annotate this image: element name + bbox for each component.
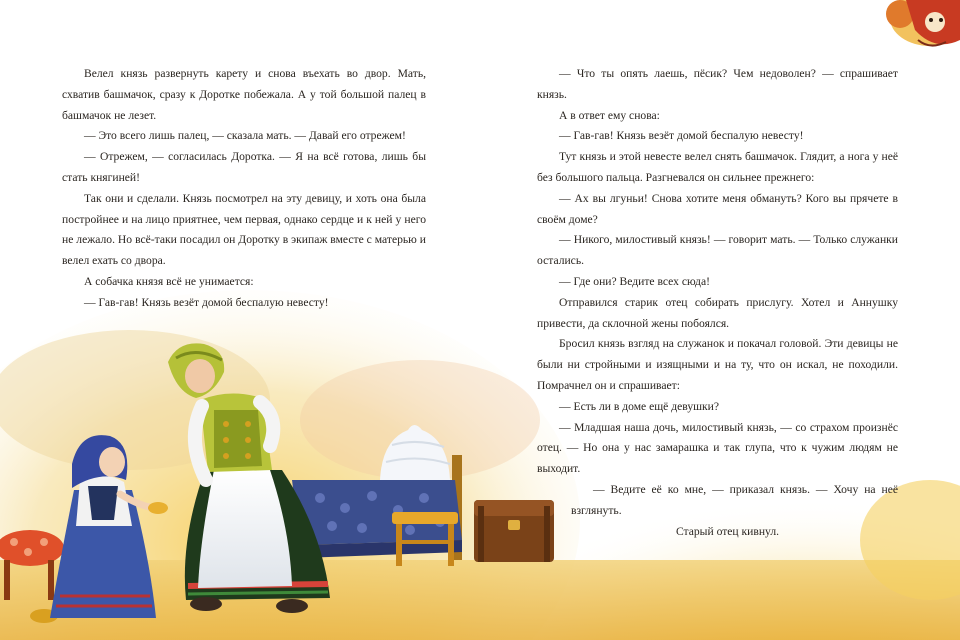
- fox-corner-icon: [886, 0, 960, 46]
- paragraph: — Это всего лишь палец, — сказала мать. — Давай его отрежем!: [84, 129, 406, 143]
- paragraph: — Отрежем, — согласилась Доротка. — Я на всё готова, лишь бы стать княгиней!: [62, 150, 426, 184]
- paragraph: Велел князь развернуть карету и снова въехать во двор. Мать, схватив башмачок, сразу к Доротке побежала. А у той большой палец в башмачок не лезет.: [62, 67, 426, 122]
- paragraph: — Младшая наша дочь, милостивый князь, — со страхом произнёс отец. — Но она у нас замарашка и так глупа, что к чужим людям не выходит.: [537, 420, 898, 476]
- paragraph: А в ответ ему снова:: [559, 108, 660, 122]
- paragraph: Так они и сделали. Князь посмотрел на эту девицу, и хоть она была постройнее и на лицо приятнее, чем первая, однако сердце и к ней у него не лежало. Но всё-таки посадил он Доротку в экипаж вместе с матерью и велел ехать со двора.: [62, 191, 426, 268]
- paragraph: Отправился старик отец собирать прислугу. Хотел и Аннушку привести, да склочной жены побоялся.: [537, 295, 898, 330]
- paragraph: — Где они? Ведите всех сюда!: [559, 274, 710, 288]
- paragraph: — Ах вы лгуньи! Снова хотите меня обмануть? Кого вы прячете в своём доме?: [537, 191, 898, 226]
- paragraph: — Ведите её ко мне, — приказал князь. — Хочу на неё взглянуть.: [571, 482, 898, 517]
- paragraph: — Гав-гав! Князь везёт домой беспалую невесту!: [84, 295, 329, 309]
- paragraph: — Что ты опять лаешь, пёсик? Чем недоволен? — спрашивает князь.: [537, 67, 898, 101]
- left-page-text: [62, 64, 426, 314]
- paragraph: Старый отец кивнул.: [675, 524, 780, 538]
- paragraph: — Никого, милостивый князь! — говорит мать. — Только служанки остались.: [537, 233, 898, 268]
- paragraph: — Есть ли в доме ещё девушки?: [559, 399, 720, 413]
- paragraph: — Гав-гав! Князь везёт домой беспалую невесту!: [559, 129, 804, 143]
- right-page-text: [537, 64, 898, 542]
- paragraph: Тут князь и этой невесте велел снять башмачок. Глядит, а нога у неё без большого пальца. Разгневался он сильнее прежнего:: [537, 150, 898, 184]
- paragraph: Бросил князь взгляд на служанок и покачал головой. Эти девицы не были ни стройными и изящными и на ту, что он искал, не походили. Помрачнел он и спрашивает:: [537, 337, 898, 392]
- paragraph: А собачка князя всё не унимается:: [84, 274, 254, 288]
